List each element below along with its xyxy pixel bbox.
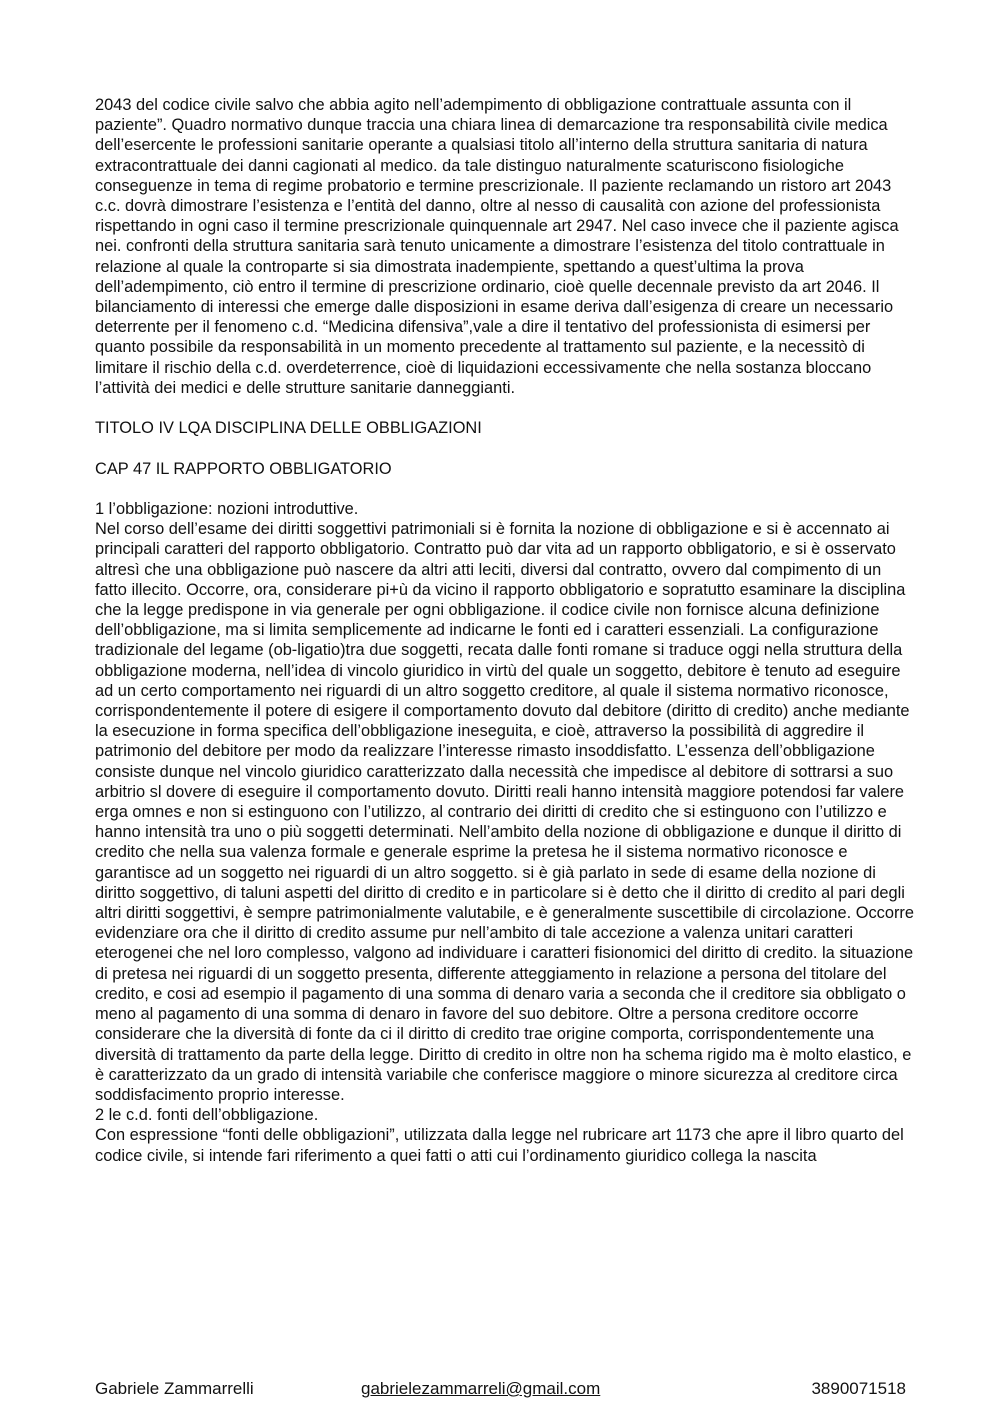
footer-author: Gabriele Zammarrelli bbox=[95, 1379, 254, 1398]
section-1-paragraph: Nel corso dell’esame dei diritti soggettivi patrimoniali si è fornita la nozione di obbligazione e si è accennato ai principali caratteri del rapporto obbligatorio. Contratto può dar vita ad un rapporto obbligatorio, e si è osservato altresì che una obbligazione può nascere da altri atti leciti, diversi dal contratto, ovvero dal compimento di un fatto illecito. Occorre, ora, considerare pi+ù da vicino il rapporto obbligatorio e sopratutto esaminare la disciplina che la legge predispone in via generale per ogni obbligazione. il codice civile non fornisce alcuna definizione dell’obbligazione, ma si limita semplicemente ad indicarne le fonti ed i caratteri essenziali. La configurazione tradizionale del legame (ob-ligatio)tra due soggetti, recata dalle fonti romane si traduce oggi nella struttura della obbligazione moderna, nell’idea di vincolo giuridico in virtù del quale un soggetto, debitore è tenuto ad eseguire ad un certo comportamento nei riguardi di un altro soggetto creditore, al quale il sistema normativo riconosce, corrispondentemente il potere di esigere il comportamento dovuto dal debitore (diritto di credito) anche mediante la esecuzione in forma specifica dell’obbligazione ineseguita, e cioè, attraverso la possibilità di aggredire il patrimonio del debitore per modo da realizzare l’interesse rimasto insoddisfatto. L’essenza dell’obbligazione consiste dunque nel vincolo giuridico caratterizzato dalla necessità che impedisce al debitore di sottrarsi a suo arbitrio sl dovere di eseguire il comportamento dovuto. Diritti reali hanno intensità maggiore potendosi far valere erga omnes e non si estinguono con l’utilizzo, al contrario dei diritti di credito che si estinguono con l’utilizzo e hanno intensità tra uno o più soggetti determinati. Nell’ambito della nozione di obbligazione e dunque il diritto di credito che nella sua valenza formale e generale esprime la pretesa he il sistema normativo riconosce e garantisce ad un soggetto nei riguardi di un altro soggetto. si è già parlato in sede di esame della nozione di diritto soggettivo, di taluni aspetti del diritto di credito e in particolare si è detto che il diritto di credito al pari degli altri diritti soggettivi, è sempre patrimonialmente valutabile, e è generalmente suscettibile di circolazione. Occorre evidenziare ora che il diritto di credito assume pur nell’ambito di tale accezione a valenza unitari caratteri eterogenei che nel loro complesso, valgono ad individuare i caratteri fisionomici del diritto di credito. la situazione di pretesa nei riguardi di un soggetto presenta, differente atteggiamento in relazione a persona del titolare del credito, e cosi ad esempio il pagamento di una somma di denaro varia a seconda che il creditore sia obbligato o meno al pagamento di una somma di denaro in favore del suo debitore. Oltre a persona creditore occorre considerare che la diversità di fonte da ci il diritto di credito trae origine comporta, corrispondentemente una diversità di trattamento da parte della legge. Diritto di credito in oltre non ha schema rigido ma è molto elastico, e è caratterizzato da un grado di intensità variabile che conferisce maggiore o minore sicurezza al creditore circa soddisfacimento proprio interesse. bbox=[95, 520, 915, 1104]
chapter-heading: CAP 47 IL RAPPORTO OBBLIGATORIO bbox=[95, 459, 392, 478]
intro-paragraph: 2043 del codice civile salvo che abbia agito nell’adempimento di obbligazione contrattuale assunta con il paziente”. Quadro normativo dunque traccia una chiara linea di demarcazione tra responsabilità civile medica dell’esercente le professioni sanitarie operante a qualsiasi titolo all’interno della struttura sanitaria di natura extracontrattuale dei danni cagionati al medico. da tale distinguo naturalmente scaturiscono fisiologiche conseguenze in tema di regime probatorio e termine prescrizionale. Il paziente reclamando un ristoro art 2043 c.c. dovrà dimostrare l’esistenza e l’entità del danno, oltre al nesso di causalità con azione del professionista rispettando in ogni caso il termine prescrizionale quinquennale art 2947. Nel caso invece che il paziente agisca nei. confronti della struttura sanitaria sarà tenuto unicamente a dimostrare l’esistenza del titolo contrattuale in relazione al quale la controparte si sia dimostrata inadempiente, spettando a quest’ultima la prova dell’adempimento, ciò entro il termine di prescrizione ordinario, cioè quelle decennale previsto da art 2046. Il bilanciamento di interessi che emerge dalle disposizioni in esame deriva dall’esigenza di creare un necessario deterrente per il fenomeno c.d. “Medicina difensiva”,vale a dire il tentativo del professionista di esimersi per quanto possibile da responsabilità in un momento precedente al trattamento sul paziente, e la necessitò di limitare il rischio della c.d. overdeterrence, cioè di liquidazioni eccessivamente che nella sostanza bloccano l’attività dei medici e delle strutture sanitarie danneggianti. bbox=[95, 96, 899, 397]
title-heading: TITOLO IV LQA DISCIPLINA DELLE OBBLIGAZIONI bbox=[95, 419, 482, 438]
section-2-paragraph: Con espressione “fonti delle obbligazioni”, utilizzata dalla legge nel rubricare art 1173 che apre il libro quarto del codice civile, si intende fari riferimento a quei fatti o atti cui l’ordinamento giuridico collega la nascita bbox=[95, 1126, 904, 1165]
section-1-heading: 1 l’obbligazione: nozioni introduttive. bbox=[95, 500, 359, 519]
footer-email-link[interactable]: gabrielezammarreli@gmail.com bbox=[361, 1379, 601, 1398]
document-body bbox=[95, 95, 915, 1166]
section-2-heading: 2 le c.d. fonti dell’obbligazione. bbox=[95, 1106, 319, 1125]
footer-phone: 3890071518 bbox=[811, 1379, 906, 1398]
